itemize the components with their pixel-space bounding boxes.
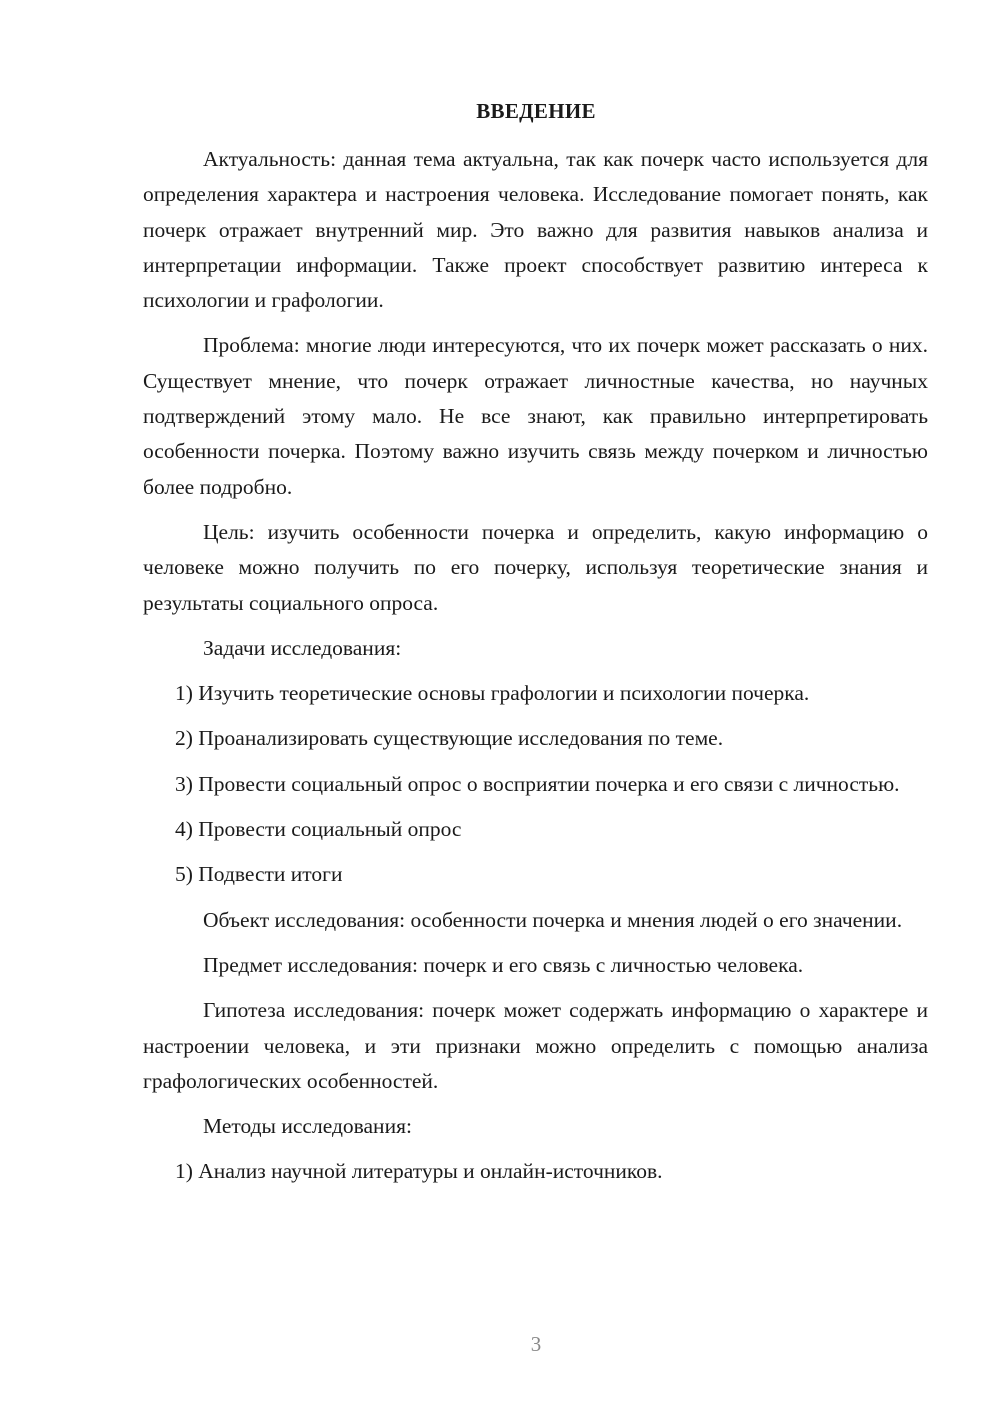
- task-item-4: 4) Провести социальный опрос: [175, 817, 462, 842]
- method-item-1: 1) Анализ научной литературы и онлайн-источников.: [175, 1159, 663, 1184]
- paragraph-hypothesis: Гипотеза исследования: почерк может содержать информацию о характере и настроении человека, и эти признаки можно определить с помощью анализа графологических особенностей.: [143, 998, 928, 1093]
- paragraph-subject: Предмет исследования: почерк и его связь с личностью человека.: [203, 952, 804, 977]
- paragraph-tasks-heading: Задачи исследования:: [203, 635, 402, 660]
- paragraph-object: Объект исследования: особенности почерка и мнения людей о его значении.: [203, 907, 903, 932]
- task-item-5: 5) Подвести итоги: [175, 862, 343, 887]
- paragraph-problem: Проблема: многие люди интересуются, что их почерк может рассказать о них. Существует мнение, что почерк отражает личностные качества, но научных подтверждений этому мало. Не все знают, как правильно интерпретировать особенности почерка. Поэтому важно изучить связь между почерком и личностью более подробно.: [143, 333, 928, 499]
- page-title: ВВЕДЕНИЕ: [476, 99, 596, 123]
- paragraph-goal: Цель: изучить особенности почерка и определить, какую информацию о человеке можно получить по его почерку, используя теоретические знания и результаты социального опроса.: [143, 519, 928, 615]
- task-item-2: 2) Проанализировать существующие исследования по теме.: [175, 726, 724, 751]
- paragraph-methods-heading: Методы исследования:: [203, 1114, 412, 1139]
- document-body: [143, 142, 928, 1200]
- task-item-3: 3) Провести социальный опрос о восприятии почерка и его связи с личностью.: [175, 771, 900, 796]
- paragraph-relevance: Актуальность: данная тема актуальна, так как почерк часто используется для определения характера и настроения человека. Исследование помогает понять, как почерк отражает внутренний мир. Это важно для развития навыков анализа и интерпретации информации. Также проект способствует развитию интереса к психологии и графологии.: [143, 147, 928, 313]
- page-number: 3: [530, 1332, 542, 1356]
- task-item-1: 1) Изучить теоретические основы графологии и психологии почерка.: [175, 681, 810, 706]
